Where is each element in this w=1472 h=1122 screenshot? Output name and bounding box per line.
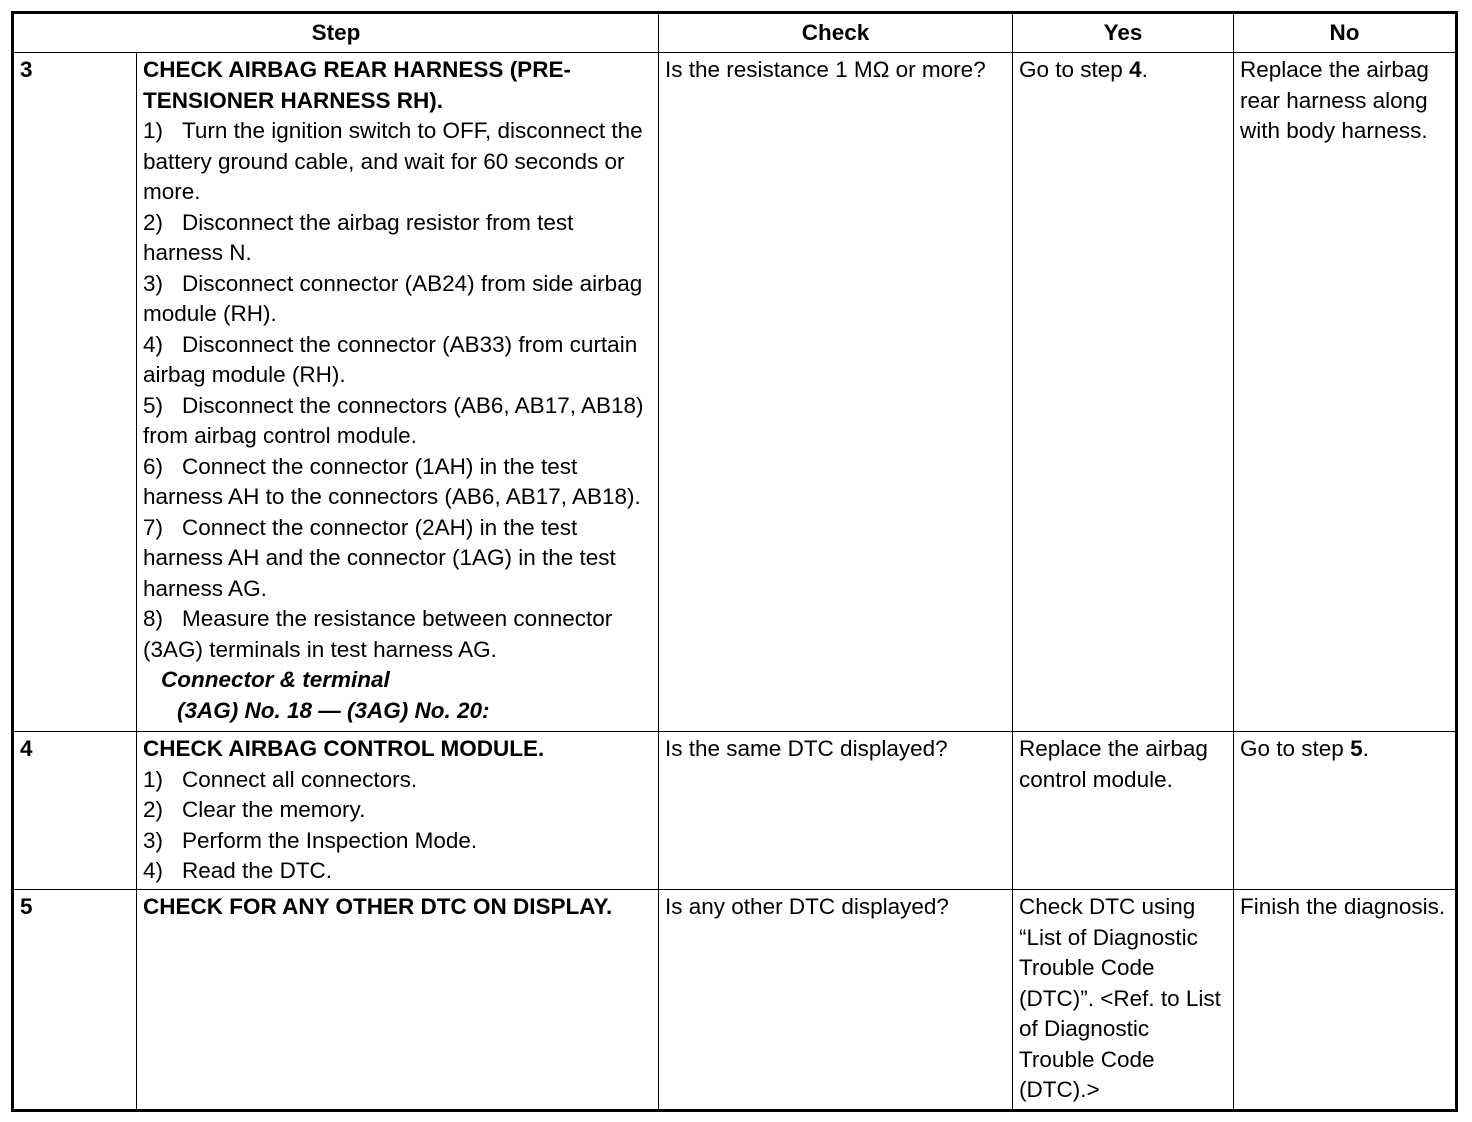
substep: 3) Disconnect connector (AB24) from side airbag module (RH). [143, 270, 643, 326]
yes-cell: Check DTC using “List of Diagnostic Trouble Code (DTC)”. <Ref. to List of Diagnostic Trouble Code (DTC).> [1013, 890, 1234, 1111]
check-cell: Is the resistance 1 MΩ or more? [659, 53, 1013, 732]
no-cell: Replace the airbag rear harness along with body harness. [1234, 53, 1457, 732]
substep: 1) Connect all connectors. [143, 766, 418, 792]
header-row [13, 13, 1457, 53]
substep: 5) Disconnect the connectors (AB6, AB17, AB18) from airbag control module. [143, 392, 644, 448]
substep: 8) Measure the resistance between connector (3AG) terminals in test harness AG. [143, 606, 613, 662]
diagnostic-table [11, 11, 1458, 1112]
check-cell: Is the same DTC displayed? [659, 732, 1013, 890]
step-ref: 4 [1129, 57, 1142, 82]
step-ref: 5 [1350, 736, 1363, 761]
step-cell [137, 732, 659, 890]
table-row [13, 732, 1457, 890]
step-number: 3 [13, 53, 137, 732]
substep: 2) Clear the memory. [143, 797, 366, 822]
table-row [13, 53, 1457, 732]
step-title: CHECK AIRBAG REAR HARNESS (PRE-TENSIONER HARNESS RH). [143, 57, 571, 113]
step-title: CHECK AIRBAG CONTROL MODULE. [143, 736, 545, 761]
header-check: Check [659, 13, 1013, 53]
substep: 6) Connect the connector (1AH) in the test harness AH to the connectors (AB6, AB17, AB18). [143, 453, 641, 509]
substep: 7) Connect the connector (2AH) in the test harness AH and the connector (1AG) in the test harness AG. [143, 514, 616, 601]
step-cell [137, 53, 659, 732]
step-title: CHECK FOR ANY OTHER DTC ON DISPLAY. [143, 894, 613, 919]
step-number: 4 [13, 732, 137, 890]
step-cell [137, 890, 659, 1111]
step-number: 5 [13, 890, 137, 1111]
header-step: Step [13, 13, 659, 53]
substep: 4) Disconnect the connector (AB33) from curtain airbag module (RH). [143, 331, 638, 387]
no-cell: Finish the diagnosis. [1234, 890, 1457, 1111]
yes-cell: Go to step 4. [1013, 53, 1234, 732]
substep: 2) Disconnect the airbag resistor from test harness N. [143, 209, 574, 265]
no-cell: Go to step 5. [1234, 732, 1457, 890]
substep: 1) Turn the ignition switch to OFF, disconnect the battery ground cable, and wait for 60 seconds or more. [143, 118, 643, 204]
spec-label: Connector & terminal [161, 667, 390, 692]
substep: 4) Read the DTC. [143, 858, 333, 883]
header-yes: Yes [1013, 13, 1234, 53]
yes-cell: Replace the airbag control module. [1013, 732, 1234, 890]
spec-value: (3AG) No. 18 — (3AG) No. 20: [177, 697, 490, 723]
table-row [13, 890, 1457, 1111]
substep: 3) Perform the Inspection Mode. [143, 827, 478, 853]
check-cell: Is any other DTC displayed? [659, 890, 1013, 1111]
header-no: No [1234, 13, 1457, 53]
